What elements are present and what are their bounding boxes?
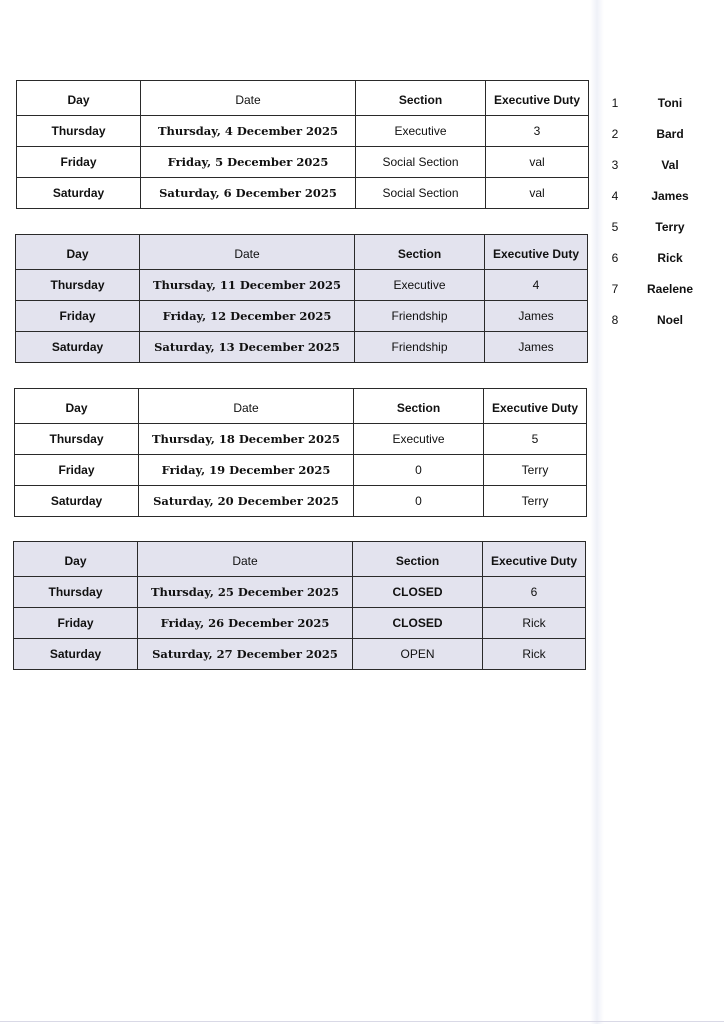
list-item xyxy=(600,273,710,304)
header-section: Section xyxy=(354,389,484,424)
header-day: Day xyxy=(16,235,140,270)
table-row xyxy=(16,332,588,363)
roster-name: Raelene xyxy=(646,281,694,296)
table-header-row xyxy=(17,81,589,116)
roster-name: Toni xyxy=(657,95,683,110)
day-cell: Thursday xyxy=(14,577,138,608)
duty-cell: 4 xyxy=(485,270,588,301)
roster-number: 8 xyxy=(611,312,619,327)
section-cell: 0 xyxy=(354,486,484,517)
list-item xyxy=(600,87,710,118)
header-date: Date xyxy=(140,235,355,270)
table-row xyxy=(15,455,587,486)
section-cell: OPEN xyxy=(353,639,483,670)
roster-name: James xyxy=(651,188,689,203)
roster-name: Rick xyxy=(657,250,683,265)
date-cell: Thursday, 4 December 2025 xyxy=(141,116,356,147)
day-cell: Saturday xyxy=(14,639,138,670)
day-cell: Saturday xyxy=(15,486,139,517)
header-executive-duty: Executive Duty xyxy=(485,235,588,270)
week-table-1 xyxy=(16,80,589,209)
list-item xyxy=(600,149,710,180)
section-cell: CLOSED xyxy=(353,608,483,639)
day-cell: Thursday xyxy=(15,424,139,455)
duty-cell: Rick xyxy=(483,639,586,670)
date-cell: Thursday, 25 December 2025 xyxy=(138,577,353,608)
page-edge-line xyxy=(0,1021,724,1022)
duty-cell: val xyxy=(486,147,589,178)
date-cell: Saturday, 20 December 2025 xyxy=(139,486,354,517)
list-item xyxy=(600,211,710,242)
header-section: Section xyxy=(353,542,483,577)
header-day: Day xyxy=(15,389,139,424)
table-row xyxy=(14,577,586,608)
duty-roster-list xyxy=(600,87,710,335)
header-date: Date xyxy=(141,81,356,116)
roster-number: 7 xyxy=(611,281,619,296)
section-cell: Executive xyxy=(356,116,486,147)
duty-cell: Terry xyxy=(484,455,587,486)
roster-name: Val xyxy=(661,157,679,172)
header-day: Day xyxy=(14,542,138,577)
table-header-row xyxy=(16,235,588,270)
date-cell: Saturday, 13 December 2025 xyxy=(140,332,355,363)
table-row xyxy=(15,486,587,517)
roster-number: 6 xyxy=(611,250,619,265)
date-cell: Friday, 26 December 2025 xyxy=(138,608,353,639)
header-executive-duty: Executive Duty xyxy=(486,81,589,116)
roster-name: Terry xyxy=(655,219,685,234)
header-executive-duty: Executive Duty xyxy=(484,389,587,424)
table-row xyxy=(15,424,587,455)
list-item xyxy=(600,118,710,149)
section-cell: Executive xyxy=(354,424,484,455)
section-cell: Friendship xyxy=(355,301,485,332)
table-header-row xyxy=(15,389,587,424)
roster-name: Bard xyxy=(656,126,684,141)
day-cell: Thursday xyxy=(16,270,140,301)
header-date: Date xyxy=(138,542,353,577)
header-executive-duty: Executive Duty xyxy=(483,542,586,577)
date-cell: Friday, 19 December 2025 xyxy=(139,455,354,486)
duty-cell: James xyxy=(485,301,588,332)
roster-number: 1 xyxy=(611,95,619,110)
duty-cell: James xyxy=(485,332,588,363)
roster-number: 4 xyxy=(611,188,619,203)
date-cell: Friday, 12 December 2025 xyxy=(140,301,355,332)
table-row xyxy=(17,178,589,209)
section-cell: Social Section xyxy=(356,147,486,178)
date-cell: Friday, 5 December 2025 xyxy=(141,147,356,178)
table-row xyxy=(14,608,586,639)
roster-number: 3 xyxy=(611,157,619,172)
section-cell: Social Section xyxy=(356,178,486,209)
section-cell: 0 xyxy=(354,455,484,486)
list-item xyxy=(600,180,710,211)
duty-cell: val xyxy=(486,178,589,209)
header-date: Date xyxy=(139,389,354,424)
list-item xyxy=(600,242,710,273)
week-table-3 xyxy=(14,388,587,517)
table-header-row xyxy=(14,542,586,577)
roster-number: 2 xyxy=(611,126,619,141)
day-cell: Friday xyxy=(15,455,139,486)
day-cell: Thursday xyxy=(17,116,141,147)
duty-cell: 5 xyxy=(484,424,587,455)
table-row xyxy=(17,116,589,147)
date-cell: Thursday, 11 December 2025 xyxy=(140,270,355,301)
day-cell: Saturday xyxy=(16,332,140,363)
date-cell: Saturday, 27 December 2025 xyxy=(138,639,353,670)
header-section: Section xyxy=(355,235,485,270)
date-cell: Thursday, 18 December 2025 xyxy=(139,424,354,455)
section-cell: Executive xyxy=(355,270,485,301)
table-row xyxy=(14,639,586,670)
duty-cell: Rick xyxy=(483,608,586,639)
day-cell: Friday xyxy=(16,301,140,332)
table-row xyxy=(16,301,588,332)
section-cell: CLOSED xyxy=(353,577,483,608)
section-cell: Friendship xyxy=(355,332,485,363)
table-row xyxy=(17,147,589,178)
roster-name: Noel xyxy=(656,312,683,327)
date-cell: Saturday, 6 December 2025 xyxy=(141,178,356,209)
week-table-2 xyxy=(15,234,588,363)
week-table-4 xyxy=(13,541,586,670)
list-item xyxy=(600,304,710,335)
header-day: Day xyxy=(17,81,141,116)
duty-cell: 3 xyxy=(486,116,589,147)
header-section: Section xyxy=(356,81,486,116)
table-row xyxy=(16,270,588,301)
roster-number: 5 xyxy=(611,219,619,234)
day-cell: Saturday xyxy=(17,178,141,209)
day-cell: Friday xyxy=(14,608,138,639)
duty-cell: 6 xyxy=(483,577,586,608)
day-cell: Friday xyxy=(17,147,141,178)
duty-cell: Terry xyxy=(484,486,587,517)
